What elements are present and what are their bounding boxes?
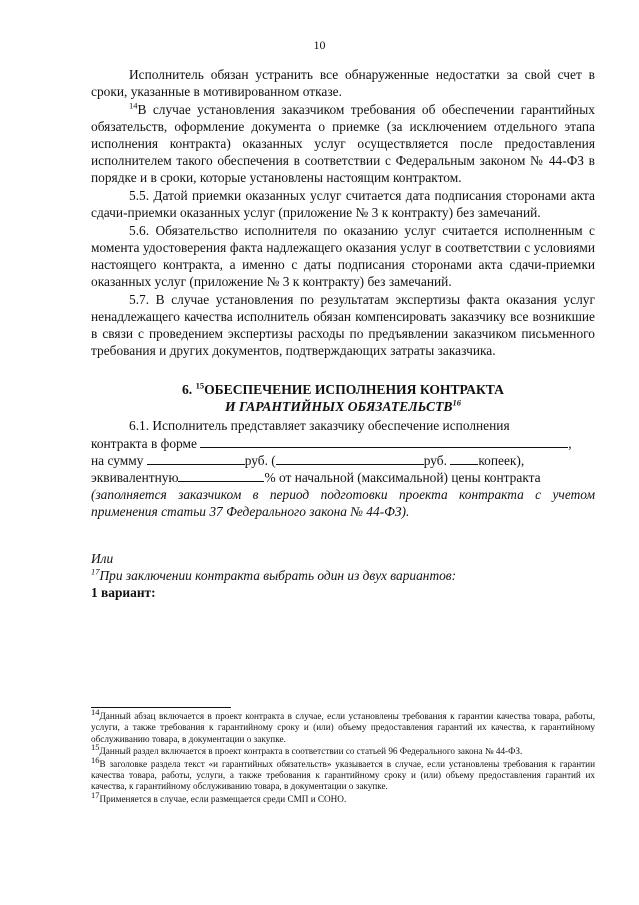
- paragraph-intro: Исполнитель обязан устранить все обнаруженные недостатки за свой счет в сроки, указанные в мотивированном отказе.: [91, 67, 595, 99]
- paragraph-5-5: 5.5. Датой приемки оказанных услуг считается дата подписания сторонами акта сдачи-приемки оказанных услуг (приложение № 3 к контракту) без замечаний.: [91, 188, 595, 220]
- footnote-ref-14: 14: [129, 100, 138, 111]
- rub-label-2: руб.: [423, 453, 447, 468]
- section-6-title-line2-wrap: [91, 398, 595, 415]
- paragraph-5-6: 5.6. Обязательство исполнителя по оказанию услуг считается исполненным с момента удостоверения факта надлежащего оказания услуг в соответствии с условиями настоящего контракта, а именно с даты подписания сторонами акта сдачи-приемки оказанных услуг (приложение № 3 к контракту) без замечаний.: [91, 223, 595, 289]
- footnote-ref-16: 16: [452, 397, 461, 408]
- footnote-mark-15: 15: [91, 742, 100, 753]
- section-6-heading: [91, 381, 595, 415]
- paragraph-5-7: 5.7. В случае установления по результатам экспертизы факта оказания услуг ненадлежащего качества исполнитель обязан компенсировать заказчику все возникшие в связи с проведением экспертизы расходы по предъявлении заказчиком письменного требования и других документов, подтверждающих затраты заказчика.: [91, 292, 595, 358]
- sum-label: на сумму: [91, 453, 144, 468]
- variant-1-label: 1 вариант:: [91, 585, 156, 600]
- footnote-text-14: Данный абзац включается в проект контракта в случае, если установлены требования к гарантии качества товара, работы, услуги, а также требования к гарантийному сроку и (или) объему предоставления гарантий их качества, к гарантийному обслуживанию товара, в документации о закупке.: [91, 711, 595, 744]
- footnote-text-15: Данный раздел включается в проект контракта в соответствии со статьей 96 Федерального закона № 44-ФЗ.: [99, 746, 523, 757]
- paragraph-6-1-line1: 6.1. Исполнитель представляет заказчику обеспечение исполнения: [129, 418, 510, 433]
- percent-line: [91, 469, 595, 486]
- equiv-label: эквивалентную: [91, 470, 179, 485]
- footnote-ref-17: 17: [91, 566, 100, 577]
- contract-form-blank[interactable]: [200, 436, 568, 448]
- sum-digits-blank[interactable]: [147, 453, 245, 465]
- sum-line: [91, 452, 595, 469]
- section-6-number: 6.: [181, 382, 193, 397]
- variant-note: [91, 567, 595, 584]
- paragraph-guarantee-text: В случае установления заказчиком требования об обеспечении гарантийных обязательств, оформление документа о приемке (за исключением отдельного этапа исполнения контракта) оказанных услуг осуществляется после предоставления исполнителем такого обеспечения в соответствии с Федеральным законом № 44-ФЗ в порядке и в сроки, которые установлены настоящим контрактом.: [91, 102, 595, 185]
- footnote-ref-15: 15: [195, 380, 205, 391]
- footnote-15: [91, 742, 595, 757]
- contract-form-line: контракта в форме ,: [91, 436, 572, 451]
- footnote-16: [91, 754, 595, 793]
- percent-blank[interactable]: [178, 470, 264, 482]
- kop-label: копеек),: [478, 453, 525, 468]
- ili-label: Или: [91, 551, 114, 566]
- footnote-text-17: Применяется в случае, если размещается среди СМП и СОНО.: [99, 793, 347, 804]
- footnote-text-16: В заголовке раздела текст «и гарантийных обязательств» указывается в случае, если установлены требования к гарантии качества товара, работы, услуги, а также требования к гарантийному сроку и (или) объему предоставления гарантий их качества, к гарантийному обслуживанию товара, в документации о закупке.: [91, 758, 595, 792]
- footnote-mark-17: 17: [91, 789, 100, 800]
- document-body: [91, 66, 595, 601]
- paragraph-6-1-note: (заполняется заказчиком в период подготовки проекта контракта с учетом применения статьи 37 Федерального закона № 44-ФЗ).: [91, 487, 595, 519]
- footnote-14: [91, 706, 595, 745]
- footnote-separator: [91, 707, 231, 708]
- footnotes: [91, 706, 595, 806]
- page-number: 10: [313, 38, 326, 52]
- percent-text: % от начальной (максимальной) цены контракта: [264, 470, 541, 485]
- section-6-title-line1: ОБЕСПЕЧЕНИЕ ИСПОЛНЕНИЯ КОНТРАКТА: [204, 382, 505, 397]
- footnote-mark-16: 16: [91, 754, 100, 765]
- section-6-title-line2: И ГАРАНТИЙНЫХ ОБЯЗАТЕЛЬСТВ: [225, 399, 453, 414]
- form-label: контракта в форме: [91, 436, 197, 451]
- kopecks-blank[interactable]: [450, 453, 478, 465]
- footnote-mark-14: 14: [91, 706, 100, 717]
- rub-label-1: руб. (: [244, 453, 276, 468]
- sum-words-blank[interactable]: [276, 453, 424, 465]
- paragraph-guarantee: [91, 101, 595, 186]
- variant-note-text: При заключении контракта выбрать один из двух вариантов:: [99, 568, 457, 583]
- footnote-17: [91, 789, 595, 805]
